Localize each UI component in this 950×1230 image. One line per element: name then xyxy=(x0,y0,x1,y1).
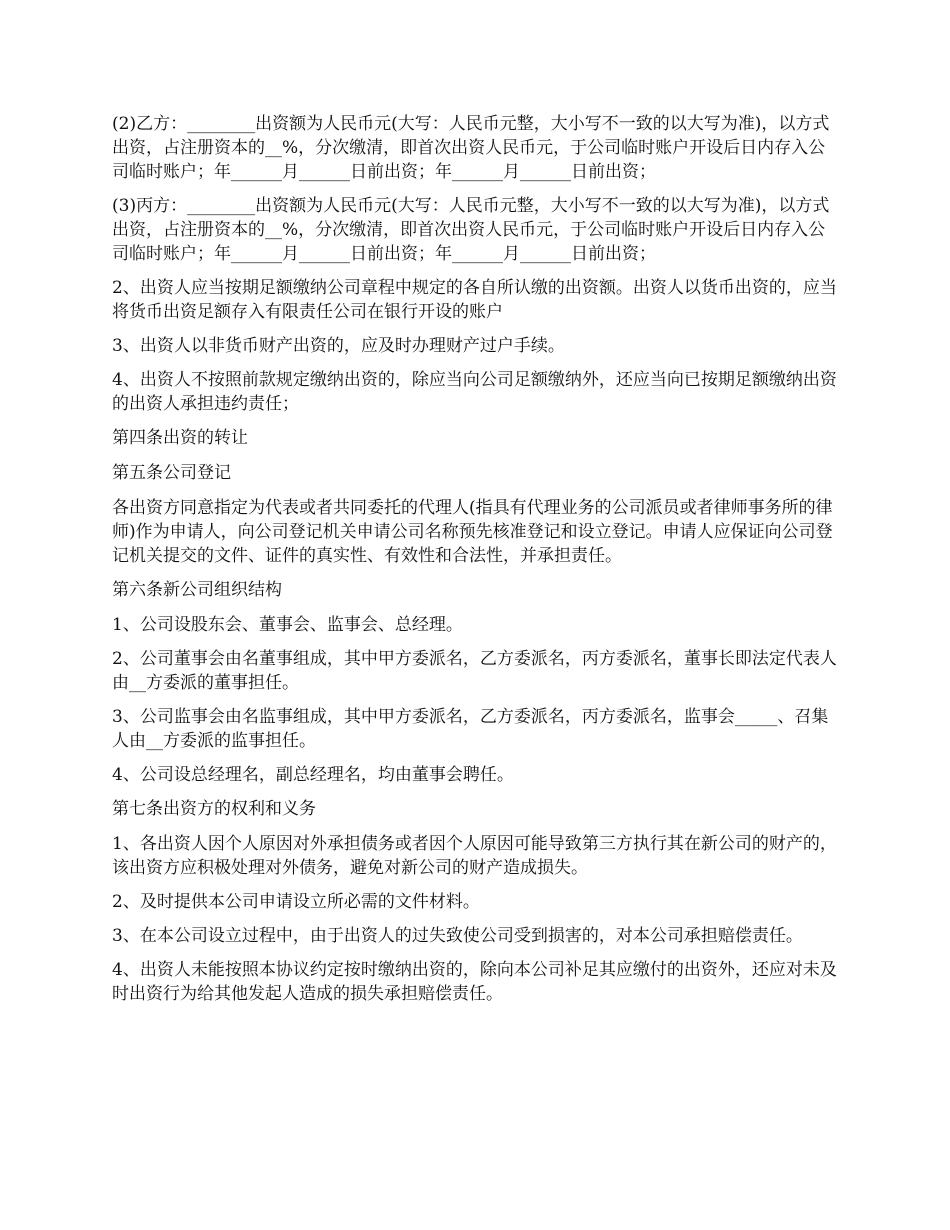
paragraph-org-2-board: 2、公司董事会由名董事组成，其中甲方委派名，乙方委派名，丙方委派名，董事长即法定代表人由__方委派的董事担任。 xyxy=(112,649,837,693)
paragraph-party-b-contribution: (2)乙方：________出资额为人民币元(大写：人民币元整，大小写不一致的以大写为准)，以方式出资，占注册资本的__%，分次缴清，即首次出资人民币元，于公司临时账户开设后日内存入公司临时账户；年______月______日前出资；年______月______日前出资； xyxy=(112,114,830,182)
paragraph-clause-4-default: 4、出资人不按照前款规定缴纳出资的，除应当向公司足额缴纳外，还应当向已按期足额缴纳出资的出资人承担违约责任； xyxy=(112,370,837,414)
paragraph-clause-2-payment: 2、出资人应当按期足额缴纳公司章程中规定的各自所认缴的出资额。出资人以货币出资的，应当将货币出资足额存入有限责任公司在银行开设的账户 xyxy=(112,278,837,322)
paragraph-party-c-contribution: (3)丙方：________出资额为人民币元(大写：人民币元整，大小写不一致的以大写为准)，以方式出资，占注册资本的__%，分次缴清，即首次出资人民币元，于公司临时账户开设后日内存入公司临时账户；年______月______日前出资；年______月______日前出资； xyxy=(112,196,830,264)
document-body xyxy=(112,112,840,1016)
heading-article-7: 第七条出资方的权利和义务 xyxy=(112,799,316,819)
paragraph-rights-3: 3、在本公司设立过程中，由于出资人的过失致使公司受到损害的，对本公司承担赔偿责任。 xyxy=(112,926,803,946)
heading-article-6: 第六条新公司组织结构 xyxy=(112,580,282,600)
paragraph-rights-4: 4、出资人未能按照本协议约定按时缴纳出资的，除向本公司补足其应缴付的出资外，还应对未及时出资行为给其他发起人造成的损失承担赔偿责任。 xyxy=(112,960,837,1004)
paragraph-clause-3-non-monetary: 3、出资人以非货币财产出资的，应及时办理财产过户手续。 xyxy=(112,336,565,356)
paragraph-rights-1: 1、各出资人因个人原因对外承担债务或者因个人原因可能导致第三方执行其在新公司的财产的，该出资方应积极处理对外债务，避免对新公司的财产造成损失。 xyxy=(112,834,837,878)
paragraph-org-1: 1、公司设股东会、董事会、监事会、总经理。 xyxy=(112,615,463,635)
paragraph-org-4-manager: 4、公司设总经理名，副总经理名，均由董事会聘任。 xyxy=(112,765,514,785)
paragraph-registration-agent: 各出资方同意指定为代表或者共同委托的代理人(指具有代理业务的公司派员或者律师事务所的律师)作为申请人，向公司登记机关申请公司名称预先核准登记和设立登记。申请人应保证向公司登记机关提交的文件、证件的真实性、有效性和合法性，并承担责任。 xyxy=(112,498,833,566)
heading-article-5: 第五条公司登记 xyxy=(112,463,231,483)
paragraph-rights-2: 2、及时提供本公司申请设立所必需的文件材料。 xyxy=(112,892,480,912)
heading-article-4: 第四条出资的转让 xyxy=(112,428,248,448)
paragraph-org-3-supervisors: 3、公司监事会由名监事组成，其中甲方委派名，乙方委派名，丙方委派名，监事会_____、召集人由__方委派的监事担任。 xyxy=(112,707,829,751)
